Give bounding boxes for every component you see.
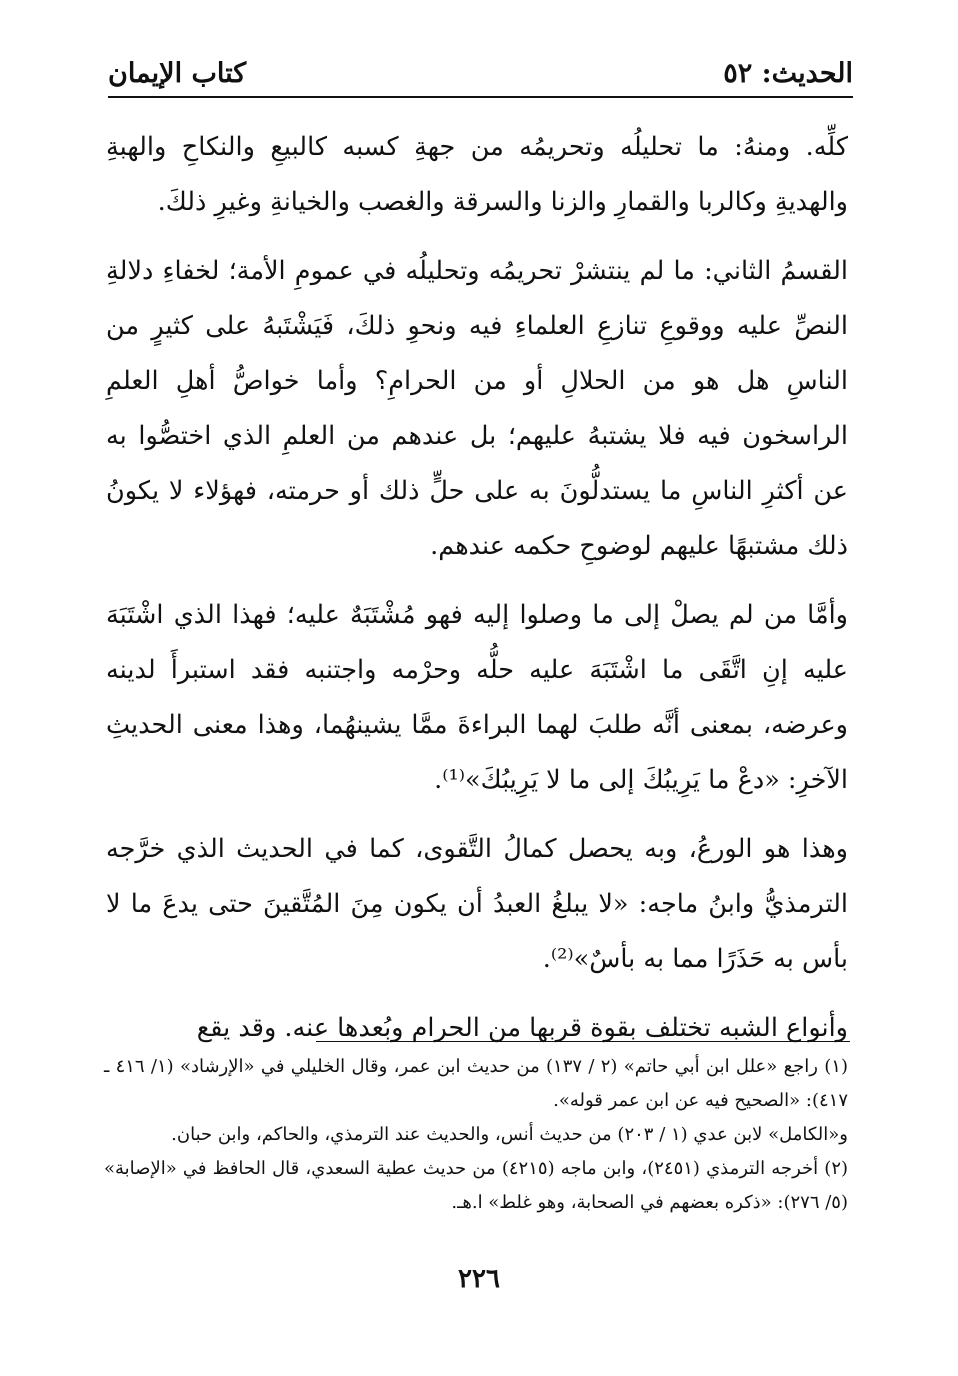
main-text — [106, 120, 848, 1070]
footnotes — [104, 1050, 848, 1220]
paragraph-3: وأمَّا من لم يصلْ إلى ما وصلوا إليه فهو مُشْتَبَهٌ عليه؛ فهذا الذي اشْتَبَهَ عليه إنِ اتَّقَى ما اشْتَبَهَ عليه حلُّه وحرْمه واجتنبه فقد استبرأَ لدينه وعرضه، بمعنى أنَّه طلبَ لهما البراءةَ ممَّا يشينهُما، وهذا معنى الحديثِ الآخرِ: «دعْ ما يَرِيبُكَ إلى ما لا يَرِيبُكَ»⁽¹⁾. — [106, 600, 848, 795]
paragraph-1: كلِّه. ومنهُ: ما تحليلُه وتحريمُه من جهةِ كسبه كالبيعِ والنكاحِ والهبةِ والهديةِ وكالربا والقمارِ والزنا والسرقة والغصب والخيانةِ وغيرِ ذلكَ. — [106, 132, 848, 217]
footnote-divider — [316, 1041, 850, 1042]
footnote-2: (٢) أخرجه الترمذي (٢٤٥١)، وابن ماجه (٤٢١٥) من حديث عطية السعدي، قال الحافظ في «الإصابة» (٥/ ٢٧٦): «ذكره بعضهم في الصحابة، وهو غلط» ا.هـ. — [104, 1158, 849, 1213]
paragraph-4: وهذا هو الورعُ، وبه يحصل كمالُ التَّقوى، كما في الحديث الذي خرَّجه الترمذيُّ وابنُ ماجه: «لا يبلغُ العبدُ أن يكون مِنَ المُتَّقينَ حتى يدعَ ما لا بأس به حَذَرًا مما به بأسٌ»⁽²⁾. — [106, 834, 848, 974]
running-header — [108, 58, 853, 94]
paragraph-5: وأنواع الشبه تختلف بقوة قربها من الحرام وبُعدها عنه. وقد يقع — [196, 1013, 848, 1043]
footnote-1: (١) راجع «علل ابن أبي حاتم» (٢ / ١٣٧) من حديث ابن عمر، وقال الخليلي في «الإرشاد» (١/ ٤١٦ ـ ٤١٧): «الصحيح فيه عن ابن عمر قوله». — [104, 1056, 848, 1111]
footnote-1-continued: و«الكامل» لابن عدي (١ / ٢٠٣) من حديث أنس، والحديث عند الترمذي، والحاكم، وابن حبان. — [171, 1124, 848, 1145]
paragraph-2: القسمُ الثاني: ما لم ينتشرْ تحريمُه وتحليلُه في عمومِ الأمة؛ لخفاءِ دلالةِ النصِّ عليه ووقوعِ تنازعِ العلماءِ فيه ونحوِ ذلكَ، فَيَشْتَبهُ على كثيرٍ من الناسِ هل هو من الحلالِ أو من الحرامِ؟ وأما خواصُّ أهلِ العلمِ الراسخون فيه فلا يشتبهُ عليهم؛ بل عندهم من العلمِ الذي اختصُّوا به عن أكثرِ الناسِ ما يستدلُّونَ به على حلٍّ ذلك أو حرمته، فهؤلاء لا يكونُ ذلك مشتبهًا عليهم لوضوحِ حكمه عندهم. — [106, 256, 848, 561]
book-title: كتاب الإيمان — [108, 58, 247, 89]
header-divider — [108, 96, 853, 98]
page-number: ٢٢٦ — [458, 1264, 500, 1294]
hadith-number-label: الحديث: ٥٢ — [723, 58, 853, 89]
